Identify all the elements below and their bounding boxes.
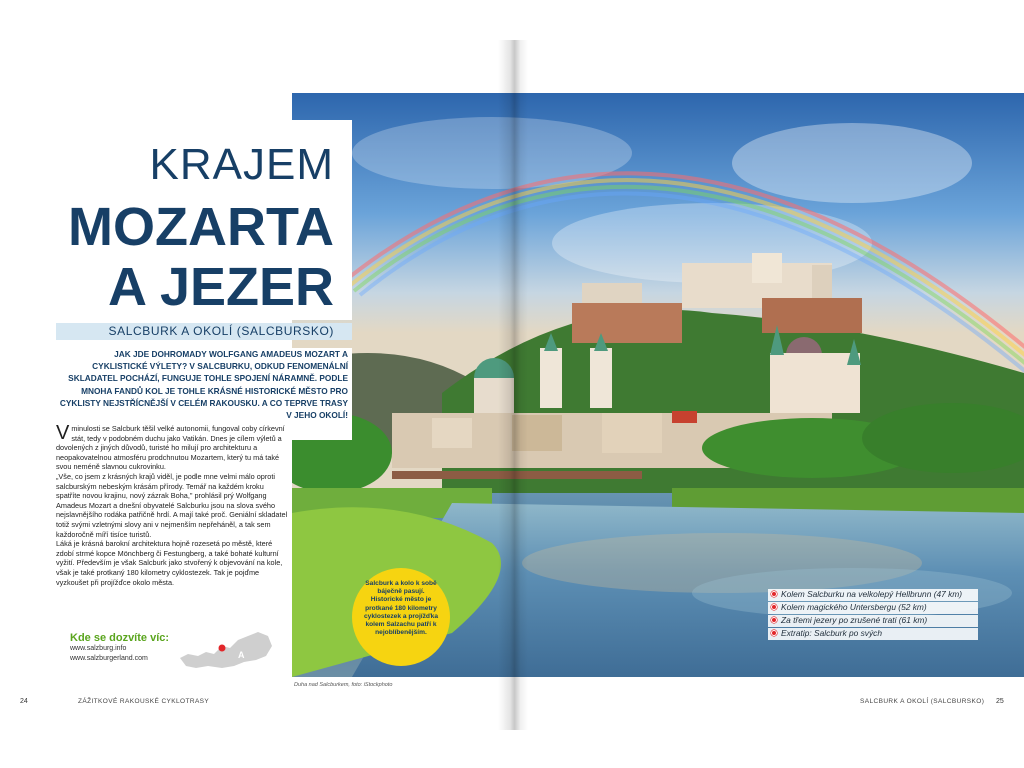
yellow-badge: Salcburk a kolo k sobě báječně pasují. Historické město je protkané 180 kilometry cyklostezek a projížďka kolem Salzachu patří k nejoblíbenějším. xyxy=(352,568,450,666)
page-number-left: 24 xyxy=(20,698,28,705)
route-list xyxy=(768,589,978,641)
body-paragraph-2: „Vše, co jsem z krásných krajů viděl, je podle mne velmi málo oproti salcburským nebeským krásám přírody. Temář na každém kroku spatříte novou krajinu, nový zázrak Boha," prohlásil prý Wolfgang Amadeus Mozart a dnešní obyvatelé Salcburku jsou na slova svého nejslavnějšího rodáka patřičně hrdí. A mají také proč. Geniální skladatel totiž svými vzletnými slovy ani v nejmenším nepřeháněl, a tak sem každoročně míří tisíce turistů. xyxy=(56,471,288,539)
location-marker-icon xyxy=(219,645,226,652)
body-paragraph-3: Láká je krásná barokní architektura hojně rozesetá po městě, které zdobí strmé kopce Mönchberg či Festungberg, a také bohaté kulturní vyžití. Především je však Salcburk jako stvořený k objevování na kole, však je také protkaný 180 kilometry cyklostezek. Tak je pojďme vyzkoušet při projížďce okolo města. xyxy=(56,539,283,587)
page-number-right: 25 xyxy=(996,698,1004,705)
route-item xyxy=(768,615,978,627)
route-item xyxy=(768,602,978,614)
info-link-salzburg-info[interactable]: www.salzburg.info xyxy=(70,645,127,652)
bullet-icon xyxy=(771,591,777,597)
route-item xyxy=(768,589,978,601)
title-line-1: KRAJEM xyxy=(149,140,334,189)
route-label: Za třemi jezery po zrušené trati (61 km) xyxy=(781,615,928,625)
bullet-icon xyxy=(771,630,777,636)
article-body xyxy=(56,424,288,587)
photo-caption: Duha nad Salcburkem, foto: iStockphoto xyxy=(294,682,393,688)
title-line-2: MOZARTA xyxy=(68,197,334,257)
bullet-icon xyxy=(771,604,777,610)
route-label: Kolem Salcburku na velkolepý Hellbrunn (47 km) xyxy=(781,589,963,599)
info-link-salzburgerland[interactable]: www.salzburgerland.com xyxy=(70,655,148,662)
route-item xyxy=(768,628,978,640)
map-label: A xyxy=(238,650,245,660)
subtitle: SALCBURK A OKOLÍ (SALCBURSKO) xyxy=(108,324,334,338)
title-line-3: A JEZER xyxy=(107,257,334,317)
title-block xyxy=(56,120,352,320)
running-footer-left: ZÁŽITKOVÉ RAKOUSKÉ CYKLOTRASY xyxy=(78,698,210,705)
drop-cap: V xyxy=(56,422,70,444)
lead-paragraph: JAK JDE DOHROMADY WOLFGANG AMADEUS MOZART A CYKLISTICKÉ VÝLETY? V SALCBURKU, ODKUD FENOMENÁLNÍ SKLADATEL POCHÁZÍ, FUNGUJE TOHLE SPOJENÍ NÁRAMNĚ. PODLE MNOHA FANDŮ KOL JE TOHLE KRÁSNÉ HISTORICKÉ MĚSTO PRO CYKLISTY NEJSTŘÍCNĚJŠÍ V CELÉM RAKOUSKU. A CO TEPRVE TRASY V JEHO OKOLÍ! xyxy=(58,348,352,440)
info-title: Kde se dozvíte víc: xyxy=(70,632,170,644)
body-paragraph-1: minulosti se Salcburk těšil velké autonomii, fungoval coby církevní stát, tedy v podobném duchu jako Vatikán. Dnes je cílem výletů a dovolených z jiných důvodů, turisté ho milují pro architekturu a neopakovatelnou atmosféru prodchnutou Mozartem, který tu má také svou neméně slavnou cukrovinku. xyxy=(56,424,285,472)
bullet-icon xyxy=(771,617,777,623)
route-label: Kolem magického Untersbergu (52 km) xyxy=(781,602,927,612)
running-footer-right: SALCBURK A OKOLÍ (SALCBURSKO) xyxy=(860,698,985,705)
subtitle-bar xyxy=(56,323,352,340)
route-label: Extratip: Salcburk po svých xyxy=(781,628,883,638)
austria-map-icon xyxy=(178,626,274,674)
